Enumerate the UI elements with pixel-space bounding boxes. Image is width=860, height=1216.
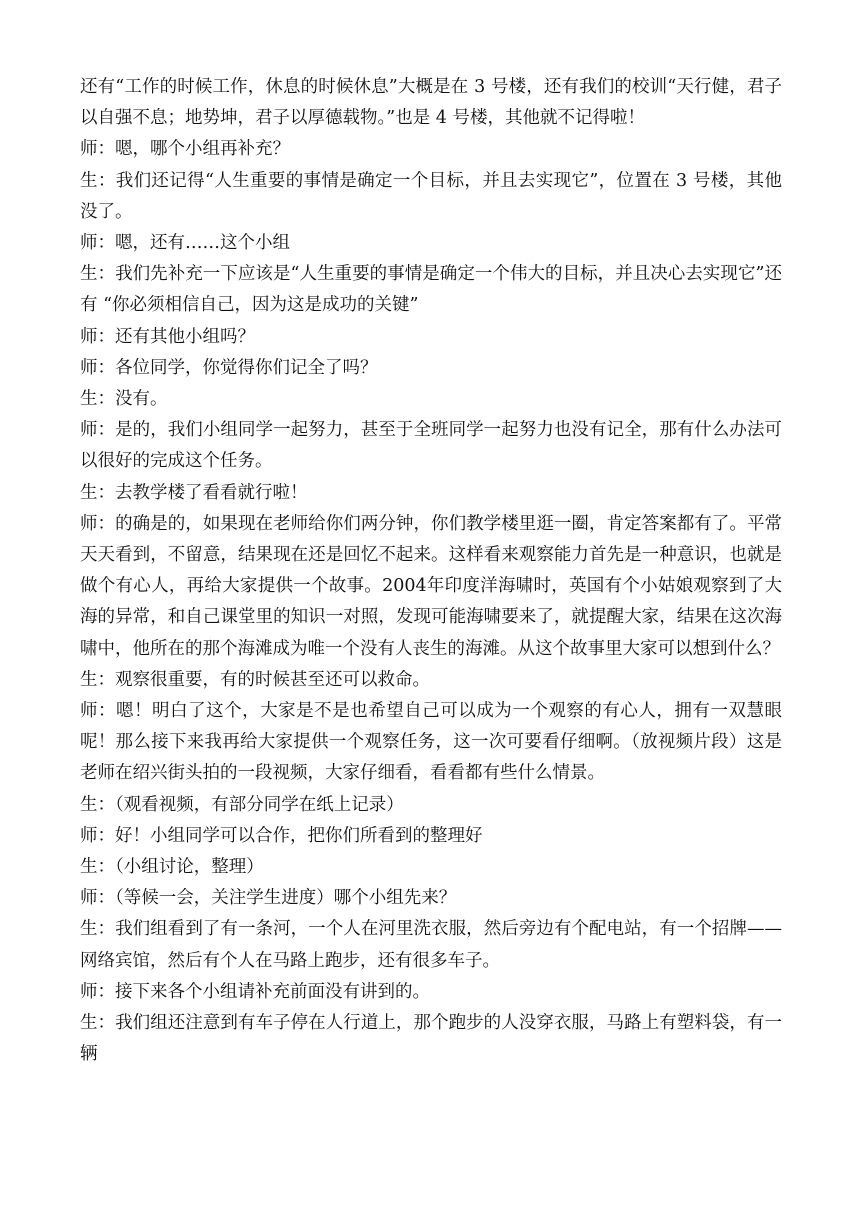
paragraph: 生：我们先补充一下应该是“人生重要的事情是确定一个伟大的目标，并且决心去实现它”还有 “你必须相信自己，因为这是成功的关键” xyxy=(80,264,782,316)
paragraph: 生：我们还记得“人生重要的事情是确定一个目标，并且去实现它”，位置在 3 号楼，其他没了。 xyxy=(80,170,782,222)
paragraph: 生：我们组看到了有一条河，一个人在河里洗衣服，然后旁边有个配电站，有一个招牌——网络宾馆，然后有个人在马路上跑步，还有很多车子。 xyxy=(80,919,782,971)
paragraph: 生：（小组讨论，整理） xyxy=(80,857,264,878)
paragraph: 生：没有。 xyxy=(80,389,168,410)
paragraph: 生：（观看视频，有部分同学在纸上记录） xyxy=(80,794,404,815)
paragraph: 师：各位同学，你觉得你们记全了吗？ xyxy=(80,357,378,378)
paragraph: 师：（等候一会，关注学生进度）哪个小组先来？ xyxy=(80,888,457,909)
paragraph: 师：好！小组同学可以合作，把你们所看到的整理好 xyxy=(80,825,483,846)
paragraph: 师：是的，我们小组同学一起努力，甚至于全班同学一起努力也没有记全，那有什么办法可以很好的完成这个任务。 xyxy=(80,420,782,472)
paragraph: 生：去教学楼了看看就行啦！ xyxy=(80,482,308,503)
paragraph: 师：嗯！明白了这个，大家是不是也希望自己可以成为一个观察的有心人，拥有一双慧眼呢！那么接下来我再给大家提供一个观察任务，这一次可要看仔细啊。（放视频片段）这是老师在绍兴街头拍的一段视频，大家仔细看，看看都有些什么情景。 xyxy=(80,701,782,784)
paragraph: 生：我们组还注意到有车子停在人行道上，那个跑步的人没穿衣服，马路上有塑料袋，有一辆 xyxy=(80,1013,782,1065)
paragraph: 生：观察很重要，有的时候甚至还可以救命。 xyxy=(80,669,430,690)
paragraph: 师：接下来各个小组请补充前面没有讲到的。 xyxy=(80,981,430,1002)
paragraph: 师：嗯，哪个小组再补充？ xyxy=(80,139,290,160)
document-page xyxy=(80,72,782,1071)
paragraph: 师：还有其他小组吗？ xyxy=(80,326,255,347)
paragraph: 师：的确是的，如果现在老师给你们两分钟，你们教学楼里逛一圈，肯定答案都有了。平常天天看到，不留意，结果现在还是回忆不起来。这样看来观察能力首先是一种意识，也就是做个有心人，再给大家提供一个故事。2004年印度洋海啸时，英国有个小姑娘观察到了大海的异常，和自己课堂里的知识一对照，发现可能海啸要来了，就提醒大家，结果在这次海啸中，他所在的那个海滩成为唯一个没有人丧生的海滩。从这个故事里大家可以想到什么？ xyxy=(80,513,782,659)
paragraph: 还有“工作的时候工作，休息的时候休息”大概是在 3 号楼，还有我们的校训“天行健，君子以自强不息；地势坤，君子以厚德载物。”也是 4 号楼，其他就不记得啦！ xyxy=(80,77,782,129)
paragraph: 师：嗯，还有……这个小组 xyxy=(80,233,290,254)
